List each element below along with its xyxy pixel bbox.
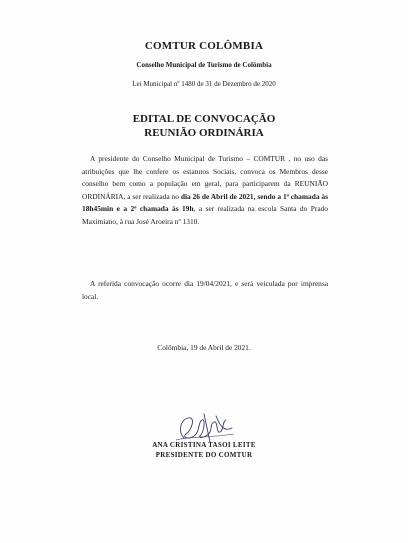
signatory-role: PRESIDENTE DO COMTUR bbox=[155, 451, 253, 459]
place-date-line: Colômbia, 19 de Abril de 2021. bbox=[157, 343, 251, 352]
edital-heading bbox=[0, 112, 408, 140]
edital-heading-line2: REUNIÃO ORDINÁRIA bbox=[144, 127, 264, 139]
convocation-text-bold: dia 26 de Abril de 2021, sendo a 1ª chamada às 18h45min e a 2ª chamada às 19h bbox=[82, 191, 328, 214]
publication-text: A referida convocação ocorre dia 19/04/2021, e será veiculada por imprensa local. bbox=[82, 279, 328, 301]
convocation-paragraph bbox=[82, 153, 328, 229]
publication-paragraph bbox=[82, 278, 328, 303]
organization-subtitle: Conselho Municipal de Turismo de Colômbia bbox=[136, 61, 272, 69]
organization-title: COMTUR COLÔMBIA bbox=[144, 40, 264, 52]
convocation-text-c: , a ser realizada na escola Santa do Prado Maximiano, à rua José Aroeira nº 1310. bbox=[82, 204, 328, 226]
municipal-law-line: Lei Municipal nº 1480 de 31 de Dezembro de 2020 bbox=[132, 80, 276, 88]
convocation-text-a: A presidente do Conselho Municipal de Turismo – COMTUR , no uso das atribuições que lhe confere os estatutos Sociais, convoca os Membros desse conselho bem como a população em geral, para participarem da REUNIÃO ORDINÁRIA, a ser realizada no bbox=[82, 154, 328, 201]
signatory-name: ANA CRISTINA TASOI LEITE bbox=[152, 441, 256, 449]
edital-heading-line1: EDITAL DE CONVOCAÇÃO bbox=[132, 113, 276, 125]
